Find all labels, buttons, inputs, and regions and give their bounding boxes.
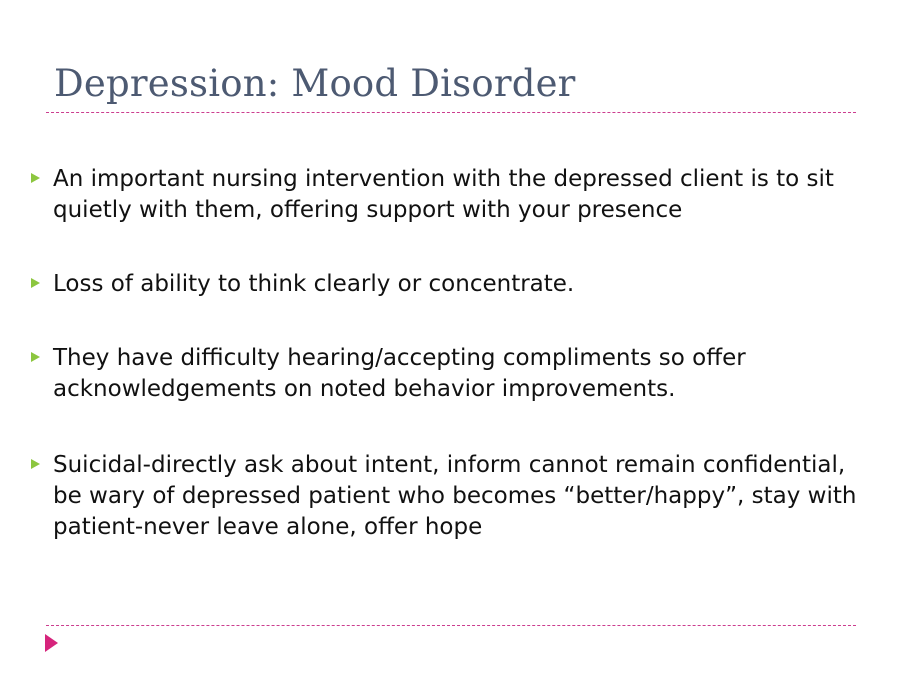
slide-title: Depression: Mood Disorder bbox=[54, 62, 576, 105]
next-slide-arrow-icon[interactable] bbox=[45, 634, 58, 652]
bullet-item bbox=[30, 343, 870, 405]
bullet-item bbox=[30, 450, 870, 543]
bullet-text: Loss of ability to think clearly or concentrate. bbox=[53, 271, 575, 297]
bullet-text: Suicidal-directly ask about intent, inform cannot remain confidential, be wary of depressed patient who becomes “better/happy”, stay with patient-never leave alone, offer hope bbox=[53, 452, 857, 540]
bullet-marker-icon bbox=[31, 278, 40, 288]
footer-divider bbox=[46, 625, 856, 626]
bullet-text: An important nursing intervention with the depressed client is to sit quietly with them, offering support with your presence bbox=[53, 166, 834, 223]
bullet-item bbox=[30, 269, 870, 300]
bullet-marker-icon bbox=[31, 459, 40, 469]
bullet-marker-icon bbox=[31, 352, 40, 362]
bullet-text: They have difficulty hearing/accepting compliments so offer acknowledgements on noted behavior improvements. bbox=[53, 345, 746, 402]
bullet-marker-icon bbox=[31, 173, 40, 183]
bullet-item bbox=[30, 164, 870, 226]
